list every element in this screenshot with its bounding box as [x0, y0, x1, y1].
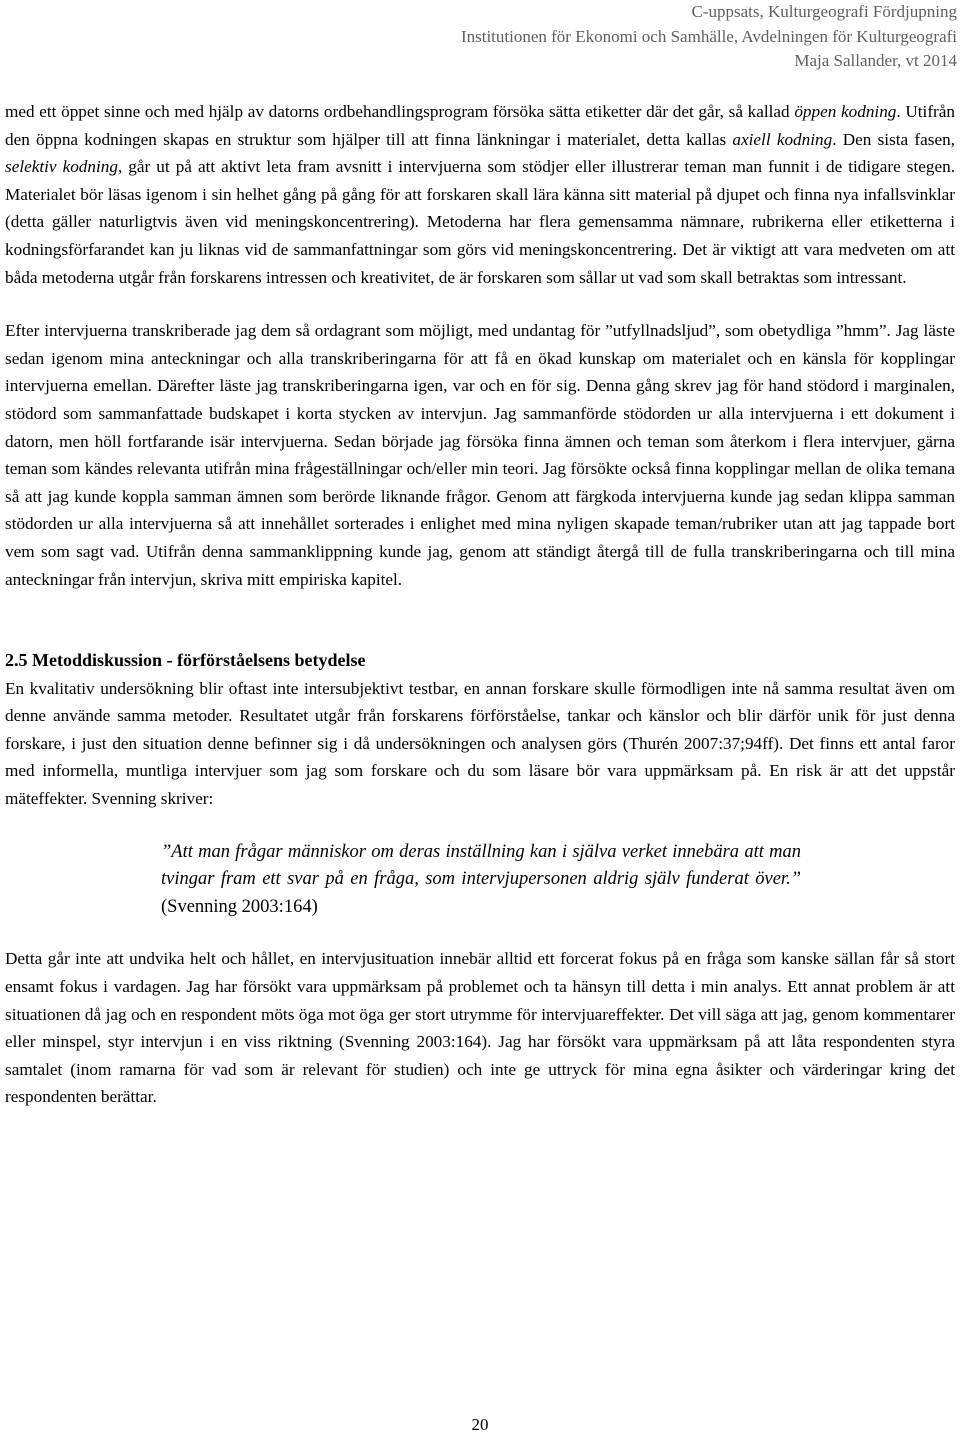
- text-span: . Utifrån den öppna kodningen skapas en struktur som hjälper till att finna länkningar i materialet, detta kallas: [5, 102, 955, 149]
- header-course: C-uppsats, Kulturgeografi Fördjupning: [691, 2, 957, 21]
- quote-citation: (Svenning 2003:164): [161, 896, 318, 917]
- quote-text: ”Att man frågar människor om deras inställning kan i själva verket innebära att man tvingar fram ett svar på en fråga, som intervjupersonen aldrig själv funderat över.”: [161, 841, 801, 890]
- term-axial-coding: axiell kodning: [732, 129, 833, 149]
- text-span: med ett öppet sinne och med hjälp av datorns ordbehandlingsprogram försöka sätta etiketter där det går, så kallad: [5, 102, 795, 121]
- paragraph-transcription: Efter intervjuerna transkriberade jag dem så ordagrant som möjligt, med undantag för ”utfyllnadsljud”, som obetydliga ”hmm”. Jag läste sedan igenom mina anteckningar och alla transkriberingarna för att få en ökad kunskap om materialet och en känsla för kopplingar intervjuerna emellan. Därefter läste jag transkriberingarna igen, var och en för sig. Denna gång skrev jag för hand stödord i marginalen, stödord som sammanfattade budskapet i korta stycken av intervjun. Jag sammanförde stödorden ur alla intervjuerna i ett dokument i datorn, men höll fortfarande isär intervjuerna. Sedan började jag försöka finna ämnen och teman som återkom i flera intervjuer, gärna teman som kändes relevanta utifrån mina frågeställningar och/eller min teori. Jag försökte också finna kopplingar mellan de olika temana så att jag kunde koppla samman ämnen som berörde liknande frågor. Genom att färgkoda intervjuerna kunde jag sedan klippa samman stödorden ur alla intervjuerna så att innehållet sorterades i enlighet med mina nyligen skapade teman/rubriker utan att jag tappade bort vem som sagt vad. Utifrån denna sammanklippning kunde jag, genom att ständigt återgå till de fulla transkriberingarna och till mina anteckningar från intervjun, skriva mitt empiriska kapitel.: [5, 321, 955, 589]
- term-selective-coding: selektiv kodning: [5, 157, 118, 177]
- header-institution: Institutionen för Ekonomi och Samhälle, Avdelningen för Kulturgeografi: [460, 26, 957, 46]
- paragraph-coding: [5, 98, 955, 291]
- text-span: . Den sista fasen,: [832, 129, 955, 149]
- running-header: [257, 0, 957, 74]
- term-open-coding: öppen kodning: [794, 102, 897, 121]
- section-heading: 2.5 Metoddiskussion - förförståelsens betydelse: [5, 650, 366, 671]
- page-number: 20: [471, 1415, 489, 1434]
- header-author: Maja Sallander, vt 2014: [794, 51, 957, 70]
- paragraph-method-discussion: En kvalitativ undersökning blir oftast inte intersubjektivt testbar, en annan forskare skulle förmodligen inte nå samma resultat även om denne använde samma metoder. Resultatet utgår från forskarens förförståelse, tankar och känslor och blir därför unik för just denna forskare, i just den situation denne befinner sig i då undersökningen och analysen görs (Thurén 2007:37;94ff). Det finns ett antal faror med informella, muntliga intervjuer som jag som forskare och du som läsare bör vara uppmärksam på. En risk är att det uppstår mäteffekter. Svenning skriver:: [5, 678, 955, 809]
- text-span: , går ut på att aktivt leta fram avsnitt i intervjuerna som stödjer eller illustrerar teman man funnit i de tidigare stegen. Materialet bör läsas igenom i sin helhet gång på gång för att forskaren skall lära känna sitt material på djupet och finna nya infallsvinklar (detta gäller naturligtvis även vid meningskoncentrering). Metoderna har flera gemensamma nämnare, rubrikerna eller etiketterna i kodningsförfarandet kan ju liknas vid de sammanfattningar som görs vid meningskoncentrering. Det är viktigt att vara medveten om att båda metoderna utgår från forskarens intressen och kreativitet, de är forskaren som sållar ut vad som skall betraktas som intressant.: [5, 157, 955, 287]
- paragraph-interviewer-effects: Detta går inte att undvika helt och hållet, en intervjusituation innebär alltid ett forcerat fokus på en fråga som kanske sällan får så stort ensamt fokus i vardagen. Jag har försökt vara uppmärksam på problemet och ta hänsyn till detta i min analys. Ett annat problem är att situationen då jag och en respondent möts öga mot öga ger stort utrymme för intervjuareffekter. Det vill säga att jag, genom kommentarer eller minspel, styr intervjun i en viss riktning (Svenning 2003:164). Jag har försökt vara uppmärksam på att låta respondenten styra samtalet (inom ramarna för vad som är relevant för studien) och inte ge uttryck för mina egna åsikter och värderingar kring det respondenten berättar.: [5, 949, 955, 1107]
- block-quote: [5, 839, 801, 922]
- page-body: [5, 98, 955, 1111]
